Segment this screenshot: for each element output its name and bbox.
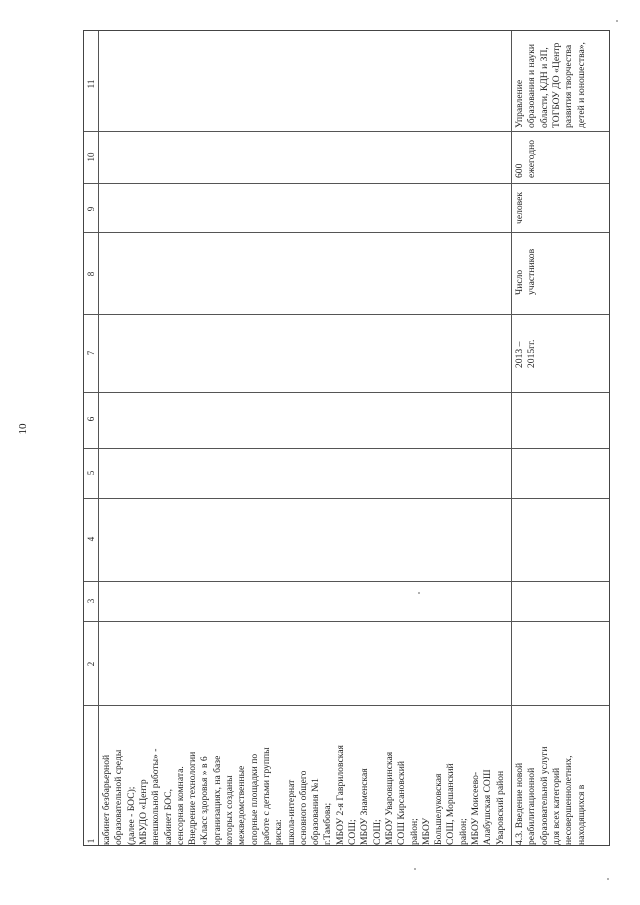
text-line: (далее - БОС); — [125, 786, 137, 845]
text-line: кабинет безбарьерной — [101, 754, 112, 845]
text-line: район; — [408, 818, 420, 845]
text-line: МБОУ Уваровщинская — [383, 751, 395, 845]
text-line: кабинет БОС, — [162, 788, 174, 845]
text-line: СОШ, Моршанский — [445, 763, 457, 845]
text-line: образования и науки — [526, 43, 538, 128]
text-line: СОШ; — [347, 819, 358, 845]
text-line: МБОУ Моисеево- — [470, 771, 481, 845]
text-line: развития творчества — [563, 44, 575, 128]
text-line: образования №1 — [310, 778, 322, 845]
text-line: МБОУ Знаменская — [359, 768, 371, 845]
rotated-table — [83, 30, 610, 846]
text-line: г.Тамбова; — [322, 802, 334, 845]
text-line: риска: — [273, 819, 285, 845]
text-line: Число — [514, 269, 525, 295]
col-header-10: 10 — [86, 152, 96, 162]
text-line: СОШ Кирсановский — [396, 761, 408, 845]
text-line: опорные площадки по — [248, 753, 260, 845]
text-line: области, КДН и ЗП, — [538, 47, 550, 128]
text-line: МБУДО «Центр — [137, 779, 149, 845]
text-line: межведомственные — [236, 765, 248, 845]
text-line: Уваровский район — [494, 770, 506, 845]
text-line: которых созданы — [224, 775, 235, 845]
col-1-band — [84, 31, 609, 705]
text-line: образовательной среды — [113, 749, 125, 845]
col-header-4: 4 — [86, 536, 96, 542]
text-line: МБОУ 2-я Гавриловская — [334, 745, 346, 845]
col-header-8: 8 — [86, 271, 96, 277]
page-number: 10 — [17, 423, 29, 435]
col-header-5: 5 — [86, 470, 96, 476]
text-line: организациях, на базе — [211, 755, 223, 845]
scan-speck — [414, 868, 416, 870]
text-line: реабилитационной — [526, 767, 538, 845]
text-line: несовершеннолетних, — [563, 755, 575, 845]
text-line: Алабушская СОШ — [482, 769, 494, 845]
scan-speck — [607, 878, 609, 880]
text-line: работе с детьми группы — [260, 747, 272, 845]
col-header-1: 1 — [86, 838, 96, 844]
scan-speck — [418, 592, 420, 594]
text-line: ТОГБОУ ДО «Центр — [550, 42, 562, 128]
text-line: Внедрение технологии — [187, 751, 199, 845]
text-line: МБОУ — [420, 817, 432, 845]
text-line: ежегодно — [526, 139, 537, 178]
row-separator — [511, 31, 512, 845]
text-line: сенсорная комната. — [174, 766, 186, 845]
text-line: 2013 – — [514, 341, 525, 368]
text-line: 4.3. Введение новой — [514, 762, 525, 845]
text-line: Большелуковская — [433, 773, 445, 845]
text-line: детей и юношества», — [575, 42, 587, 128]
text-line: образовательной услуги — [538, 746, 550, 845]
text-line: внешкольной работы» - — [150, 748, 162, 845]
text-line: 2015гг. — [526, 339, 537, 368]
text-line: основного общего — [297, 770, 309, 845]
scan-speck — [616, 20, 618, 22]
col-header-3: 3 — [86, 598, 96, 604]
col-header-9: 9 — [86, 206, 96, 212]
text-line: район; — [457, 818, 469, 845]
col-header-11: 11 — [86, 79, 96, 89]
col-header-7: 7 — [86, 350, 96, 356]
header-row-line — [98, 31, 99, 845]
text-line: СОШ; — [371, 819, 383, 845]
text-line: участников — [526, 248, 537, 295]
text-line: человек — [514, 191, 525, 224]
text-line: для всех категорий — [550, 767, 562, 845]
text-line: находящихся в — [575, 784, 587, 845]
text-line: 600 — [514, 163, 525, 178]
col-header-2: 2 — [86, 661, 96, 667]
text-line: Управление — [514, 79, 525, 128]
text-line: «Класс здоровья » в 6 — [199, 756, 211, 845]
col-header-6: 6 — [86, 416, 96, 422]
text-line: школа-интернат — [285, 779, 297, 845]
